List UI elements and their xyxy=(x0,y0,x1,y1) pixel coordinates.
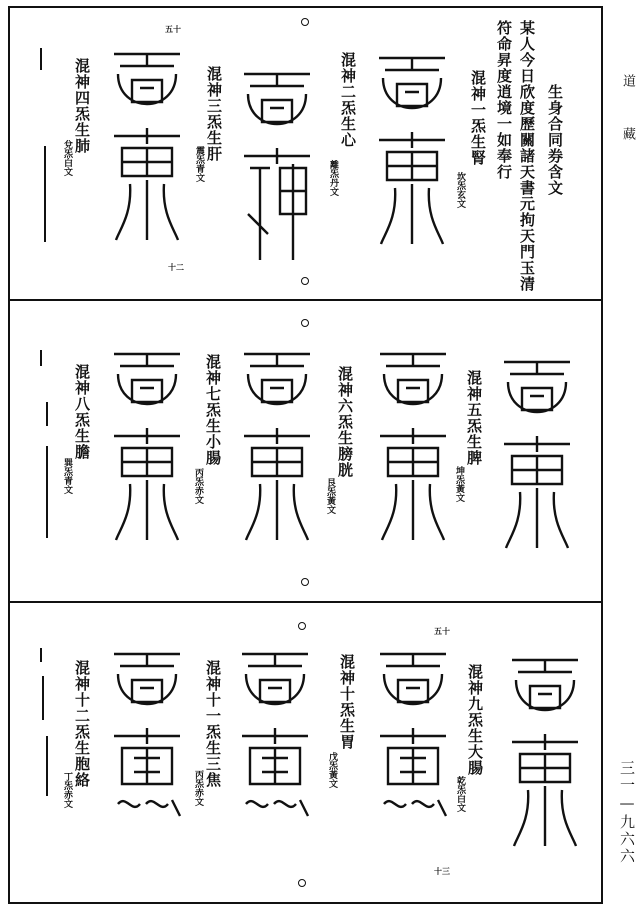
folio-mark: 十三 xyxy=(434,866,450,876)
page-number: 三一—九六六 xyxy=(618,760,636,865)
brush-stroke xyxy=(46,446,48,538)
binding-hole xyxy=(301,578,309,586)
brush-stroke xyxy=(40,48,42,70)
talisman-label: 混神九炁生大腸 xyxy=(466,664,484,776)
folio-mark: 十二 xyxy=(168,262,184,272)
panel-divider xyxy=(8,601,603,603)
seal-talisman xyxy=(500,352,574,552)
binding-hole xyxy=(298,622,306,630)
seal-talisman xyxy=(110,344,184,544)
talisman-note: 巽炁青文 xyxy=(62,458,72,494)
folio-mark: 五十 xyxy=(165,24,181,34)
seal-talisman xyxy=(240,64,314,264)
seal-talisman xyxy=(508,650,582,850)
talisman-note: 艮炁黃文 xyxy=(325,478,335,514)
talisman-label: 混神十二炁生胞絡 xyxy=(73,660,91,788)
talisman-label: 混神三炁生肝 xyxy=(205,66,223,162)
header-line: 某人今日欣度歷關諸天書元拘天門玉清 xyxy=(518,20,536,292)
seal-talisman xyxy=(375,48,449,248)
talisman-label: 混神五炁生脾 xyxy=(465,370,483,466)
brush-stroke xyxy=(46,402,48,426)
brush-stroke xyxy=(42,676,44,720)
header-title: 生身合同券含文 xyxy=(546,84,564,196)
talisman-note: 坤炁黃文 xyxy=(454,466,464,502)
talisman-note: 丙炁赤文 xyxy=(193,770,203,806)
talisman-note: 離炁丹文 xyxy=(328,160,338,196)
binding-hole xyxy=(301,319,309,327)
seal-talisman xyxy=(238,644,312,844)
talisman-label: 混神八炁生膽 xyxy=(73,364,91,460)
talisman-label: 混神十炁生胃 xyxy=(338,654,356,750)
talisman-label: 混神二炁生心 xyxy=(339,52,357,148)
talisman-note: 乾炁白文 xyxy=(455,776,465,812)
talisman-label: 混神六炁生膀胱 xyxy=(336,366,354,478)
talisman-note: 兌炁白文 xyxy=(62,140,72,176)
binding-hole xyxy=(298,879,306,887)
margin-title: 道藏 xyxy=(620,74,635,180)
seal-talisman xyxy=(240,344,314,544)
brush-stroke xyxy=(40,648,42,662)
seal-talisman xyxy=(376,344,450,544)
talisman-note: 坎炁玄文 xyxy=(455,172,465,208)
header-line: 符命昇度逍境一如奉行 xyxy=(495,20,513,180)
talisman-label: 混神四炁生肺 xyxy=(73,58,91,154)
brush-stroke xyxy=(40,350,42,366)
seal-talisman xyxy=(110,644,184,844)
brush-stroke xyxy=(44,146,46,242)
binding-hole xyxy=(301,277,309,285)
talisman-note: 戊炁黃文 xyxy=(327,752,337,788)
binding-hole xyxy=(301,18,309,26)
panel-divider xyxy=(8,299,603,301)
talisman-note: 丙炁赤文 xyxy=(193,468,203,504)
talisman-label: 混神一炁生腎 xyxy=(469,70,487,166)
seal-talisman xyxy=(110,44,184,244)
folio-mark: 五十 xyxy=(434,626,450,636)
talisman-label: 混神七炁生小腸 xyxy=(204,354,222,466)
brush-stroke xyxy=(46,736,48,796)
talisman-note: 震炁青文 xyxy=(194,146,204,182)
seal-talisman xyxy=(376,644,450,844)
talisman-label: 混神十一炁生三焦 xyxy=(204,660,222,788)
talisman-note: 丁炁赤文 xyxy=(62,772,72,808)
